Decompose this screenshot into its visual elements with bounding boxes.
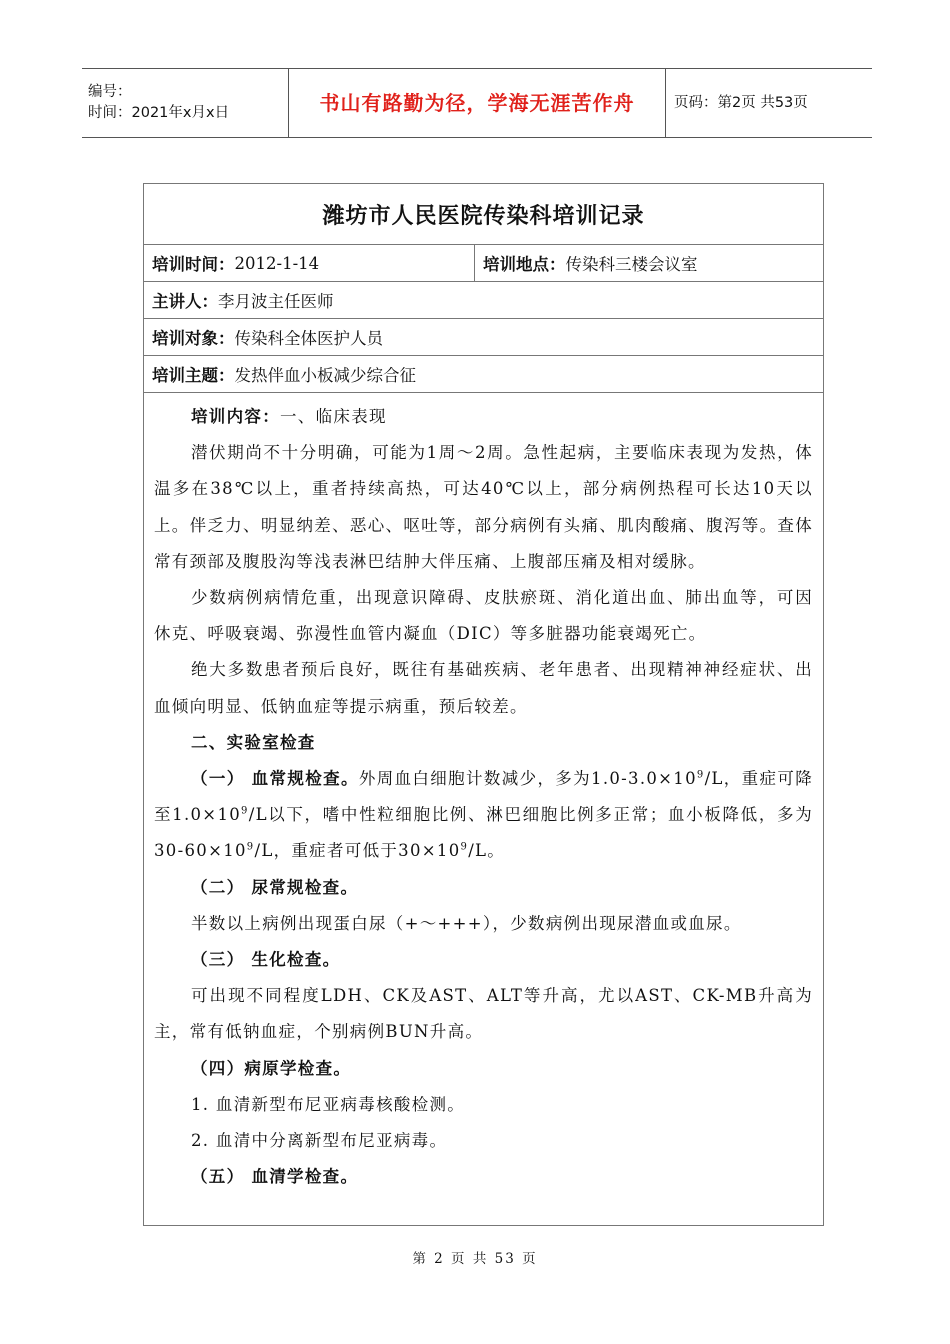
training-place-cell	[475, 245, 698, 281]
content-label: 培训内容：	[191, 407, 280, 426]
topic-label: 培训主题：	[152, 366, 235, 385]
biochem-heading: （三） 生化检查。	[191, 950, 341, 970]
blood-routine-heading: （一） 血常规检查。	[191, 769, 359, 789]
section-lab: 二、实验室检查	[191, 732, 316, 752]
row-speaker	[144, 282, 823, 319]
topic-value: 发热伴血小板减少综合征	[234, 366, 416, 385]
header-time: 时间：2021年x月x日	[88, 105, 230, 121]
training-time-label: 培训时间：	[152, 255, 235, 274]
training-place-value: 传染科三楼会议室	[565, 255, 698, 274]
paragraph-3: 绝大多数患者预后良好，既往有基础疾病、老年患者、出现精神神经症状、出血倾向明显、低钠血症等提示病重，预后较差。	[154, 660, 813, 716]
urine-routine-heading: （二） 尿常规检查。	[191, 877, 359, 897]
header-motto-cell	[288, 69, 666, 137]
header-motto: 书山有路勤为径，学海无涯苦作舟	[319, 90, 635, 115]
speaker-value: 李月波主任医师	[218, 292, 334, 311]
header-page-info: 页码：第2页 共53页	[674, 94, 808, 111]
row-time-place	[144, 245, 823, 282]
urine-routine-text: 半数以上病例出现蛋白尿（+～+++），少数病例出现尿潜血或血尿。	[191, 913, 742, 933]
record-title: 潍坊市人民医院传染科培训记录	[144, 184, 823, 245]
header-left	[82, 69, 288, 137]
training-place-label: 培训地点：	[483, 255, 566, 274]
page-footer: 第 2 页 共 53 页	[412, 1251, 538, 1267]
row-topic	[144, 356, 823, 393]
etiology-item-2: 2. 血清中分离新型布尼亚病毒。	[191, 1131, 448, 1151]
paragraph-1: 潜伏期尚不十分明确，可能为1周～2周。急性起病，主要临床表现为发热，体温多在38℃以上，重者持续高热，可达40℃以上，部分病例热程可长达10天以上。伴乏力、明显纳差、恶心、呕吐等，部分病例有头痛、肌肉酸痛、腹泻等。查体常有颈部及腹股沟等浅表淋巴结肿大伴压痛、上腹部压痛及相对缓脉。	[154, 443, 813, 571]
biochem-text: 可出现不同程度LDH、CK及AST、ALT等升高，尤以AST、CK-MB升高为主，常有低钠血症，个别病例BUN升高。	[154, 986, 813, 1042]
blood-routine-paragraph: （一） 血常规检查。外周血白细胞计数减少，多为$1.0-3.0\times 10^9/L$，重症可降至$1.0\times 10^9/L$以下，嗜中性粒细胞比例、淋巴细胞比例多正常；血小板降低，多为$30-60\times 10^9/L$，重症者可低于$30\times 10^9/L$。	[154, 769, 813, 861]
row-audience	[144, 319, 823, 356]
etiology-item-1: 1. 血清新型布尼亚病毒核酸检测。	[191, 1094, 466, 1114]
paragraph-2: 少数病例病情危重，出现意识障碍、皮肤瘀斑、消化道出血、肺出血等，可因休克、呼吸衰竭、弥漫性血管内凝血（DIC）等多脏器功能衰竭死亡。	[154, 588, 813, 644]
page-header	[82, 68, 872, 138]
audience-label: 培训对象：	[152, 329, 235, 348]
etiology-heading: （四）病原学检查。	[191, 1058, 352, 1078]
header-number: 编号：	[88, 84, 132, 100]
training-content	[144, 393, 823, 1195]
content-intro	[154, 399, 813, 435]
speaker-label: 主讲人：	[152, 292, 218, 311]
section-clinical: 一、临床表现	[280, 407, 387, 426]
audience-value: 传染科全体医护人员	[234, 329, 383, 348]
training-time-value: 2012-1-14	[234, 253, 320, 273]
serology-heading: （五） 血清学检查。	[191, 1167, 359, 1187]
training-record-table	[143, 183, 824, 1226]
training-time-cell	[144, 245, 475, 281]
